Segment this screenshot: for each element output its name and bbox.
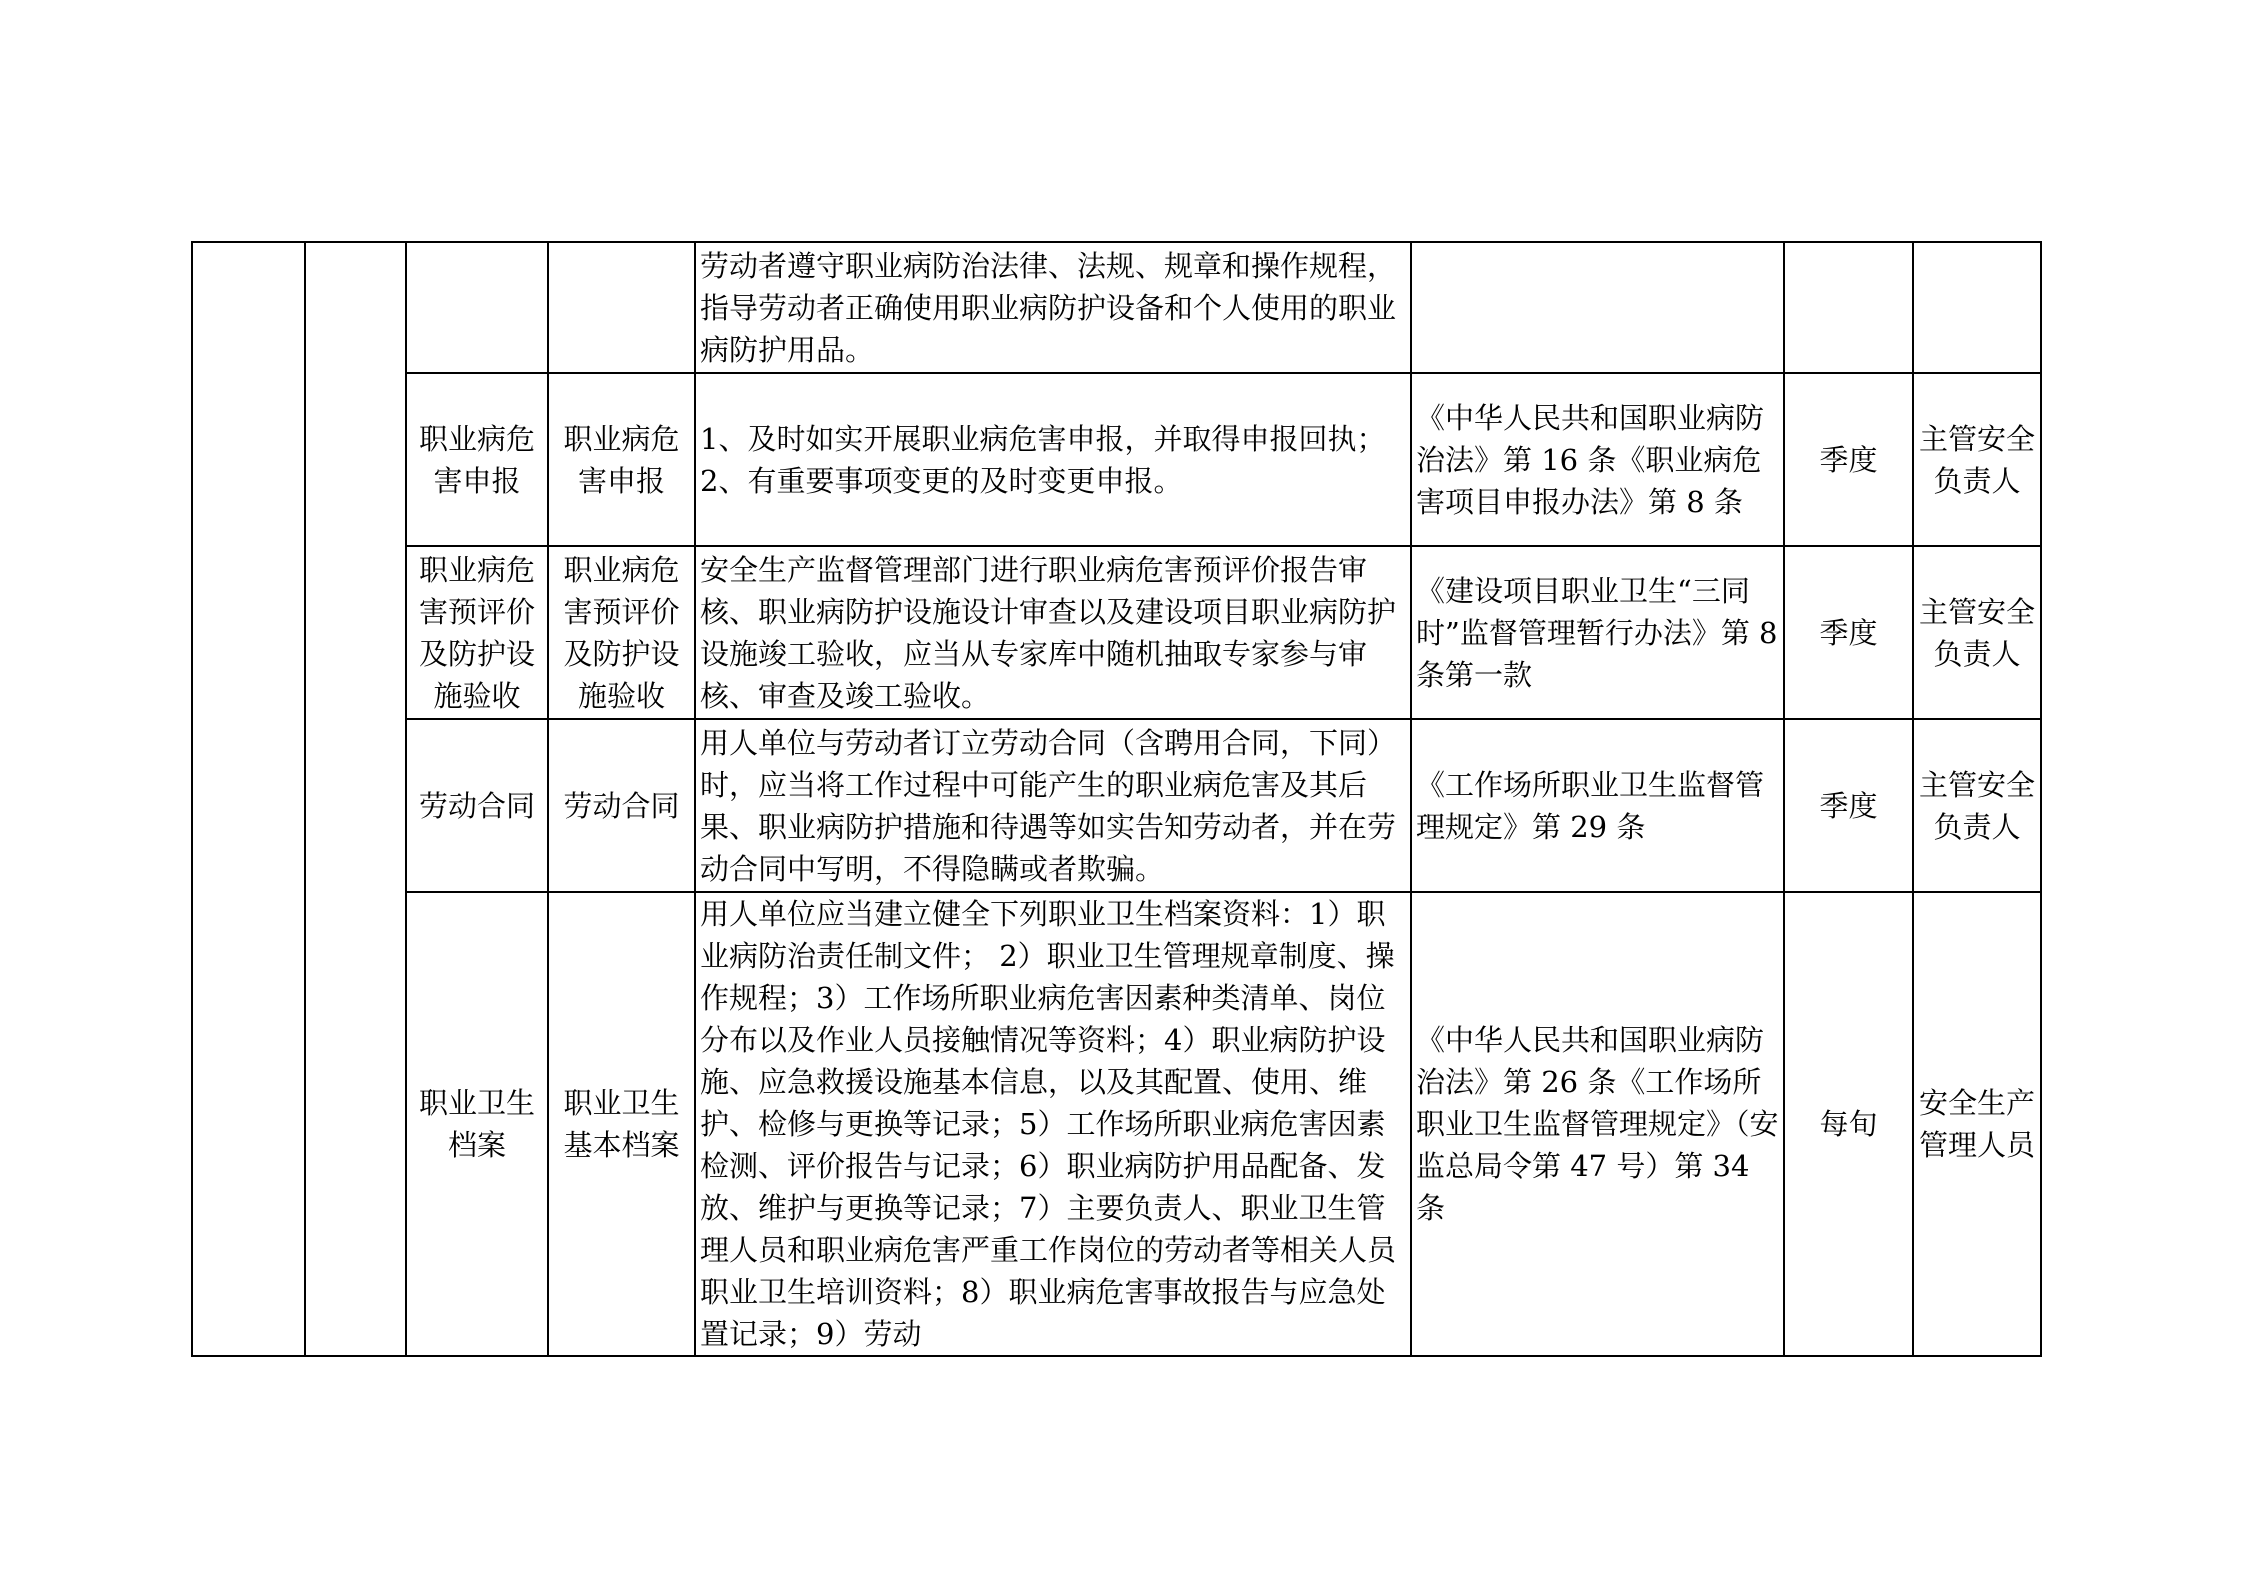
responsible-cell: 主管安全负责人 (1913, 373, 2041, 546)
table-row (192, 373, 2041, 546)
basis-cell: 《中华人民共和国职业病防治法》第 26 条《工作场所职业卫生监督管理规定》（安监总局令第 47 号）第 34 条 (1411, 892, 1784, 1356)
responsible-cell: 主管安全负责人 (1913, 719, 2041, 892)
content-cell: 职业病危害申报 (548, 373, 695, 546)
frequency-cell: 季度 (1784, 546, 1913, 719)
content-cell (548, 242, 695, 373)
table-row (192, 242, 2041, 373)
category-cell (192, 242, 305, 1356)
item-cell: 职业病危害预评价及防护设施验收 (406, 546, 548, 719)
table-row (192, 719, 2041, 892)
standard-cell: 安全生产监督管理部门进行职业病危害预评价报告审核、职业病防护设施设计审查以及建设项目职业病防护设施竣工验收，应当从专家库中随机抽取专家参与审核、审查及竣工验收。 (695, 546, 1411, 719)
content-cell: 劳动合同 (548, 719, 695, 892)
responsible-cell: 安全生产管理人员 (1913, 892, 2041, 1356)
standard-cell: 用人单位与劳动者订立劳动合同（含聘用合同，下同）时，应当将工作过程中可能产生的职业病危害及其后果、职业病防护措施和待遇等如实告知劳动者，并在劳动合同中写明，不得隐瞒或者欺骗。 (695, 719, 1411, 892)
table-row (192, 546, 2041, 719)
content-cell: 职业卫生基本档案 (548, 892, 695, 1356)
item-cell (406, 242, 548, 373)
item-cell: 劳动合同 (406, 719, 548, 892)
frequency-cell: 季度 (1784, 719, 1913, 892)
regulation-table (191, 241, 2042, 1357)
basis-cell: 《工作场所职业卫生监督管理规定》第 29 条 (1411, 719, 1784, 892)
item-cell: 职业卫生档案 (406, 892, 548, 1356)
frequency-cell: 每旬 (1784, 892, 1913, 1356)
standard-cell: 劳动者遵守职业病防治法律、法规、规章和操作规程，指导劳动者正确使用职业病防护设备和个人使用的职业病防护用品。 (695, 242, 1411, 373)
responsible-cell (1913, 242, 2041, 373)
frequency-cell (1784, 242, 1913, 373)
responsible-cell: 主管安全负责人 (1913, 546, 2041, 719)
table-row (192, 892, 2041, 1356)
standard-cell: 1、及时如实开展职业病危害申报，并取得申报回执；2、有重要事项变更的及时变更申报。 (695, 373, 1411, 546)
standard-cell: 用人单位应当建立健全下列职业卫生档案资料：1）职业病防治责任制文件； 2）职业卫生管理规章制度、操作规程；3）工作场所职业病危害因素种类清单、岗位分布以及作业人员接触情况等资料；4）职业病防护设施、应急救援设施基本信息，以及其配置、使用、维护、检修与更换等记录；5）工作场所职业病危害因素检测、评价报告与记录；6）职业病防护用品配备、发放、维护与更换等记录；7）主要负责人、职业卫生管理人员和职业病危害严重工作岗位的劳动者等相关人员职业卫生培训资料；8）职业病危害事故报告与应急处置记录；9）劳动 (695, 892, 1411, 1356)
basis-cell (1411, 242, 1784, 373)
frequency-cell: 季度 (1784, 373, 1913, 546)
content-cell: 职业病危害预评价及防护设施验收 (548, 546, 695, 719)
subcategory-cell (305, 242, 406, 1356)
basis-cell: 《建设项目职业卫生“三同时”监督管理暂行办法》第 8 条第一款 (1411, 546, 1784, 719)
item-cell: 职业病危害申报 (406, 373, 548, 546)
basis-cell: 《中华人民共和国职业病防治法》第 16 条《职业病危害项目申报办法》第 8 条 (1411, 373, 1784, 546)
